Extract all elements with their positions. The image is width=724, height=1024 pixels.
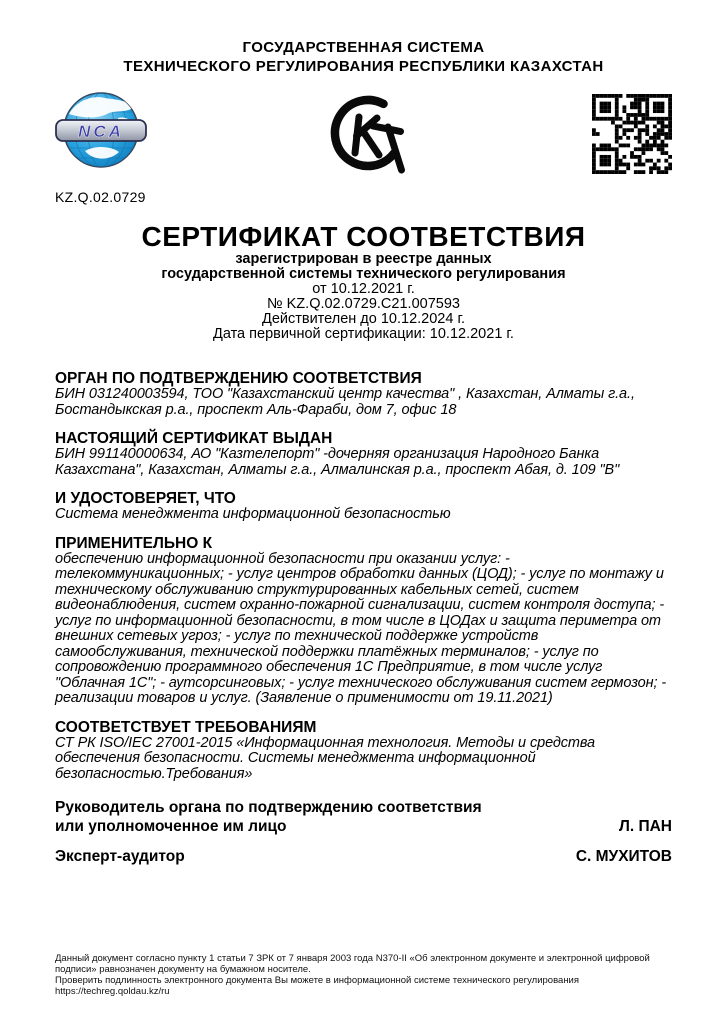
document-header <box>55 38 672 76</box>
footer-legal-text: Данный документ согласно пункту 1 статьи 7 ЗРК от 7 января 2003 года N370-II «Об электронном документе и электронной цифровой подписи» равнозначен документу на бумажном носителе. <box>55 953 650 975</box>
title-subtitle-2: государственной системы технического регулирования <box>161 266 566 282</box>
sections <box>55 370 672 782</box>
nca-globe-logo-icon <box>55 90 147 178</box>
section-certifies-that <box>55 490 672 523</box>
registration-number: KZ.Q.02.0729 <box>55 189 146 205</box>
section-heading: ОРГАН ПО ПОДТВЕРЖДЕНИЮ СООТВЕТСТВИЯ <box>55 370 422 387</box>
section-body: БИН 031240003594, ТОО "Казахстанский центр качества" , Казахстан, Алматы г.а., Бостандыкская р.а., проспект Аль-Фараби, дом 7, офис 18 <box>55 386 635 418</box>
page-title: СЕРТИФИКАТ СООТВЕТСТВИЯ <box>141 221 586 252</box>
footer-verify-text: Проверить подлинность электронного документа Вы можете в информационной системе технического регулирования <box>55 975 580 986</box>
section-body: БИН 991140000634, АО "Казтелепорт" -дочерняя организация Народного Банка Казахстана", Казахстан, Алматы г.а., Алмалинская р.а., проспект Абая, д. 109 "В" <box>55 446 620 478</box>
signature-role: Руководитель органа по подтверждению соответствия или уполномоченное им лицо <box>55 799 482 835</box>
section-body: СТ РК ISO/IEC 27001-2015 «Информационная технология. Методы и средства обеспечения безопасности. Системы менеджмента информационной безопасностью.Требования» <box>55 734 596 782</box>
signature-name: С. МУХИТОВ <box>575 848 672 865</box>
section-heading: И УДОСТОВЕРЯЕТ, ЧТО <box>55 490 236 507</box>
title-subtitle-1: зарегистрирован в реестре данных <box>235 251 492 267</box>
valid-until-line: Действителен до 10.12.2024 г. <box>262 311 465 327</box>
nca-logo-label: NCA <box>78 122 124 141</box>
section-scope <box>55 535 672 707</box>
logo-row <box>55 90 672 178</box>
kt-conformity-mark-icon <box>328 91 412 177</box>
section-heading: СООТВЕТСТВУЕТ ТРЕБОВАНИЯМ <box>55 718 317 736</box>
section-requirements <box>55 719 672 783</box>
section-body: обеспечению информационной безопасности при оказании услуг: - телекоммуникационных; - услуг центров обработки данных (ЦОД); - услуг по монтажу и техническому обслуживанию структурированных кабельных сетей, систем видеонаблюдения, систем охранно-пожарной сигнализации, систем контроля доступа; - услуг по информационной безопасности, в том числе в ЦОДах и защита периметра от внешних сетевых угроз; - услуг по технической поддержке устройств самообслуживания, технической поддержки платёжных терминалов; - услуг по сопровождению программного обеспечения 1С Предприятие, в том числе услуг "Облачная 1С"; - аутсорсинговых; - услуг технического обслуживания систем гермозон; - реализации товаров и услуг. (Заявление о применимости от 19.11.2021) <box>55 550 667 706</box>
certificate-number: № KZ.Q.02.0729.C21.007593 <box>267 296 460 312</box>
signature-row-auditor <box>55 847 672 866</box>
first-certification-line: Дата первичной сертификации: 10.12.2021 г. <box>213 326 514 342</box>
title-block <box>55 221 672 342</box>
document-header-line1: ГОСУДАРСТВЕННАЯ СИСТЕМА <box>242 39 485 56</box>
section-heading: НАСТОЯЩИЙ СЕРТИФИКАТ ВЫДАН <box>55 430 333 447</box>
signature-row-head <box>55 798 672 836</box>
document-header-line2: ТЕХНИЧЕСКОГО РЕГУЛИРОВАНИЯ РЕСПУБЛИКИ КАЗАХСТАН <box>123 58 604 75</box>
title-date-line: от 10.12.2021 г. <box>312 281 415 297</box>
page-footer <box>55 953 672 997</box>
section-issued-to <box>55 430 672 478</box>
signature-name: Л. ПАН <box>618 818 672 835</box>
section-heading: ПРИМЕНИТЕЛЬНО К <box>55 534 213 552</box>
qr-code <box>592 94 672 174</box>
section-certification-body <box>55 370 672 418</box>
section-body: Система менеджмента информационной безопасностью <box>55 506 451 522</box>
signature-role: Эксперт-аудитор <box>55 848 185 865</box>
footer-verification-link[interactable]: https://techreg.qoldau.kz/ru <box>55 986 170 997</box>
signatures <box>55 798 672 866</box>
